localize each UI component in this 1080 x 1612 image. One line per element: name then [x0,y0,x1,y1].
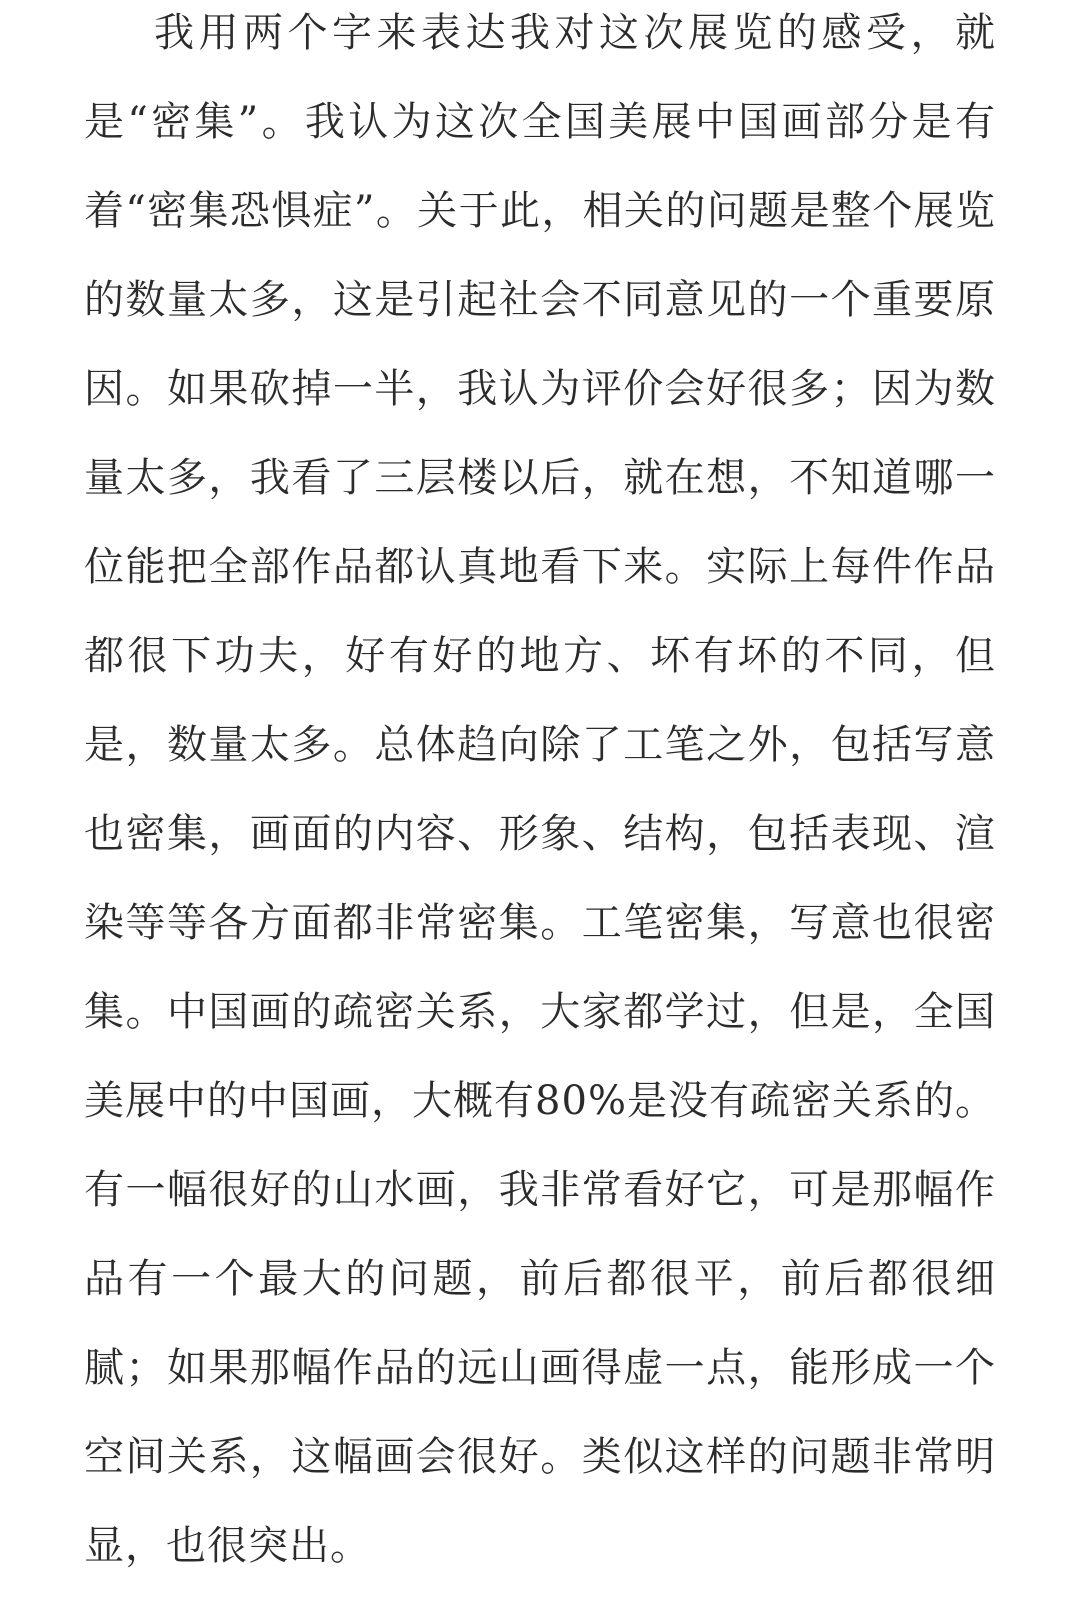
text-line: 集。中国画的疏密关系，大家都学过，但是，全国 [84,989,996,1035]
text-line: 因。如果砍掉一半，我认为评价会好很多；因为数 [84,366,996,412]
text-line: 腻；如果那幅作品的远山画得虚一点，能形成一个 [84,1345,996,1391]
text-line: 都很下功夫，好有好的地方、坏有坏的不同，但 [84,633,996,679]
text-line: 染等等各方面都非常密集。工笔密集，写意也很密 [84,900,996,946]
text-line: 是，数量太多。总体趋向除了工笔之外，包括写意 [84,722,996,768]
text-line: 位能把全部作品都认真地看下来。实际上每件作品 [84,544,996,590]
text-line: 我用两个字来表达我对这次展览的感受，就 [154,10,996,56]
text-line: 也密集，画面的内容、形象、结构，包括表现、渲 [84,811,996,857]
text-line: 美展中的中国画，大概有80%是没有疏密关系的。 [84,1078,996,1124]
text-line: 空间关系，这幅画会很好。类似这样的问题非常明 [84,1434,996,1480]
article-body [84,0,996,1602]
text-line: 量太多，我看了三层楼以后，就在想，不知道哪一 [84,455,996,501]
text-line: 是“密集”。我认为这次全国美展中国画部分是有 [84,99,996,145]
text-line: 品有一个最大的问题，前后都很平，前后都很细 [84,1256,996,1302]
text-line: 有一幅很好的山水画，我非常看好它，可是那幅作 [84,1167,996,1213]
text-line: 着“密集恐惧症”。关于此，相关的问题是整个展览 [84,188,996,234]
text-line: 的数量太多，这是引起社会不同意见的一个重要原 [84,277,996,323]
text-line: 显，也很突出。 [84,1523,371,1569]
